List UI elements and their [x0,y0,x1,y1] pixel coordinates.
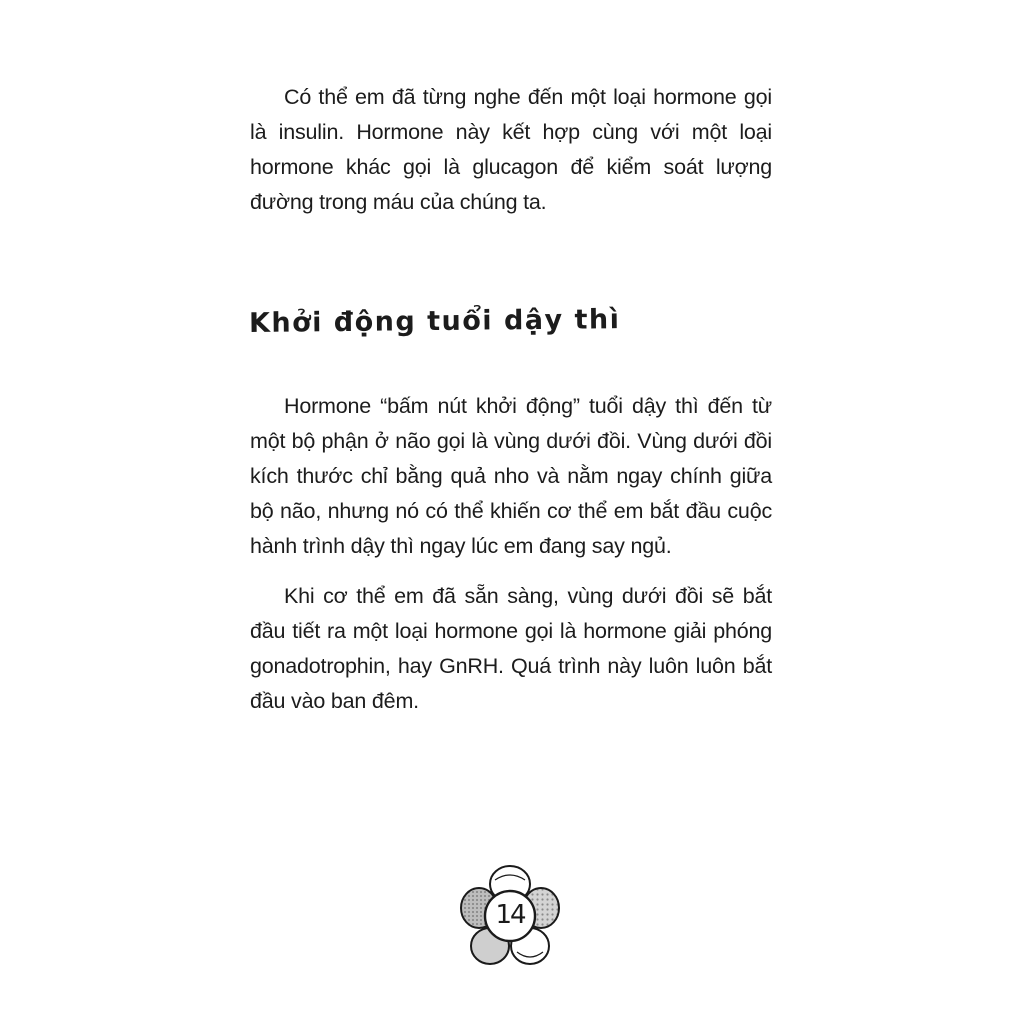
section-heading: Khởi động tuổi dậy thì [248,304,621,339]
paragraph-hypothalamus: Hormone “bấm nút khởi động” tuổi dậy thì đến từ một bộ phận ở não gọi là vùng dưới đồi. Vùng dưới đồi kích thước chỉ bằng quả nho và nằm ngay chính giữa bộ não, nhưng nó có thể khiến cơ thể em bắt đầu cuộc hành trình dậy thì ngay lúc em đang say ngủ. [250,394,772,558]
paragraph-gnrh: Khi cơ thể em đã sẵn sàng, vùng dưới đồi sẽ bắt đầu tiết ra một loại hormone gọi là hormone giải phóng gonadotrophin, hay GnRH. Quá trình này luôn luôn bắt đầu vào ban đêm. [250,584,772,713]
page-number-badge [455,862,565,972]
page-number: 14 [495,900,525,930]
paragraph-insulin: Có thể em đã từng nghe đến một loại hormone gọi là insulin. Hormone này kết hợp cùng với một loại hormone khác gọi là glucagon để kiểm soát lượng đường trong máu của chúng ta. [250,85,772,214]
